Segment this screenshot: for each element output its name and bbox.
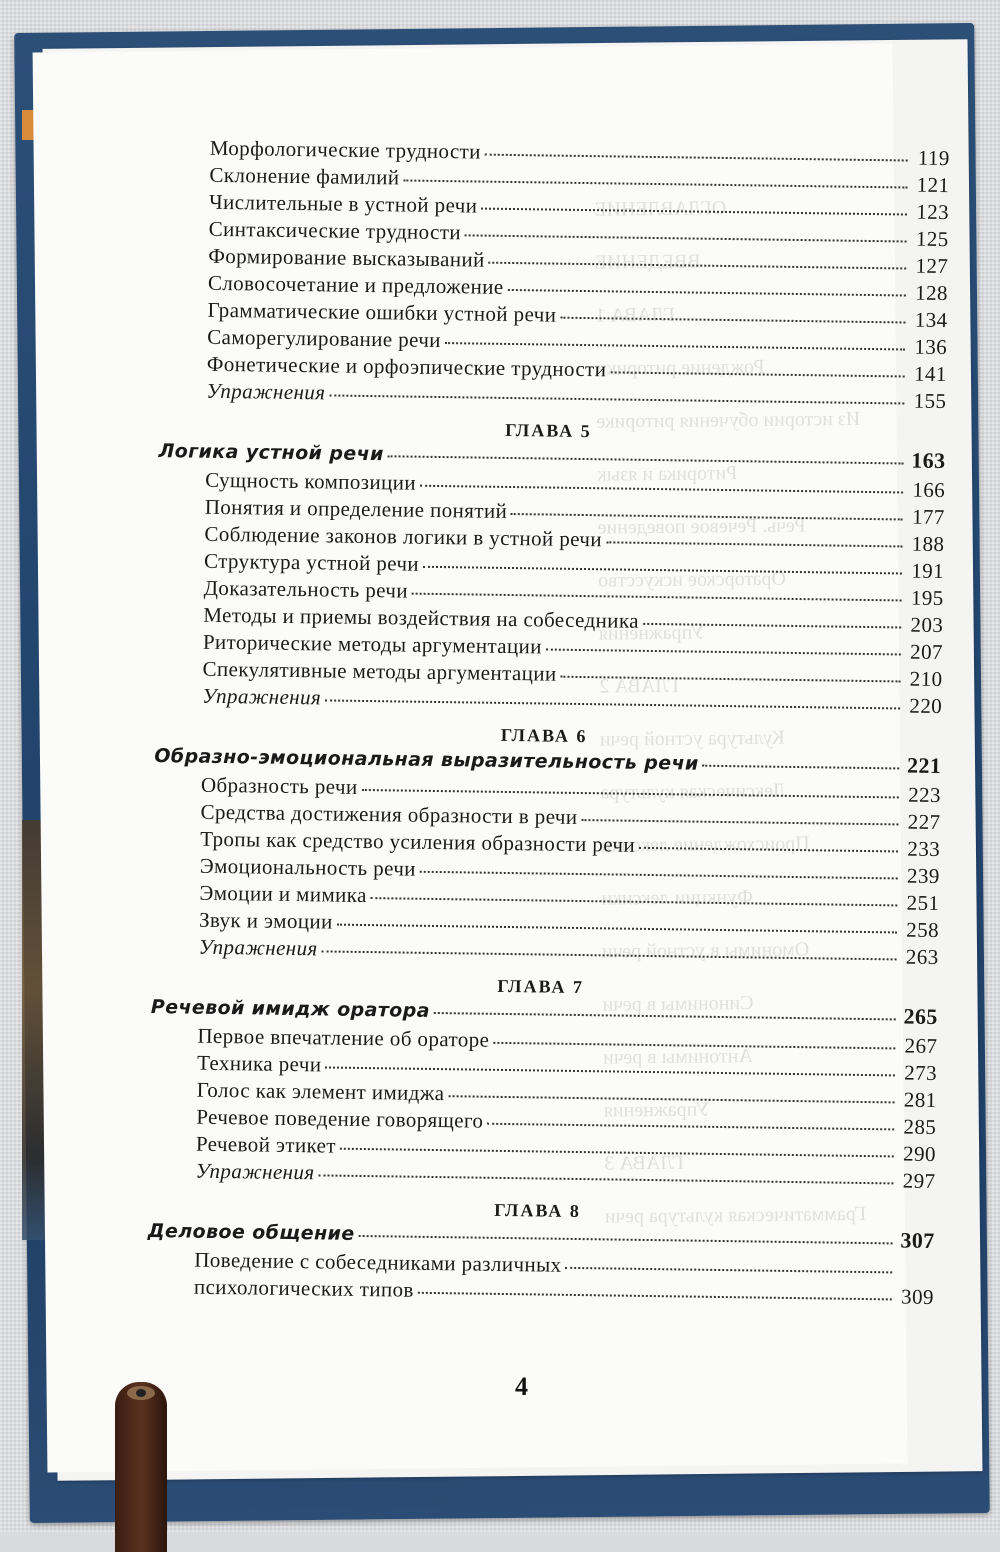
entry-title: Эмоциональность речи <box>199 853 417 881</box>
entry-page-number: 267 <box>904 1033 938 1059</box>
chapter-heading: ГЛАВА 8 <box>494 1199 581 1222</box>
dot-leader <box>448 1095 894 1103</box>
entry-title: Упражнения <box>195 1158 315 1185</box>
ghost-line: Функции лексики <box>601 886 753 910</box>
page-number: 4 <box>515 1372 528 1401</box>
entry-title: Первое впечатление об ораторе <box>197 1023 490 1052</box>
entry-page-number: 121 <box>916 172 950 198</box>
chapter-heading: ГЛАВА 7 <box>497 975 585 998</box>
ghost-line: Происхождение лексики <box>600 832 810 857</box>
ghost-line: Упражнения <box>603 1098 710 1122</box>
entry-page-number: 123 <box>916 199 950 225</box>
dot-leader <box>325 699 900 709</box>
entry-page-number: 188 <box>911 531 945 557</box>
entry-page-number: 263 <box>905 944 939 970</box>
ghost-line: Культура устной речи <box>599 726 785 751</box>
ghost-line: ВВЕДЕНИЕ <box>594 250 701 274</box>
dot-leader <box>493 1042 895 1050</box>
entry-page-number: 203 <box>910 612 944 638</box>
dot-leader <box>340 1148 894 1158</box>
entry-title: Соблюдение законов логики в устной речи <box>204 521 603 552</box>
entry-title: Речевой имидж оратора <box>150 996 431 1022</box>
entry-title: Поведение с собеседниками различных <box>194 1247 562 1277</box>
dot-leader <box>318 1174 893 1184</box>
dot-leader <box>465 234 907 242</box>
entry-page-number: 177 <box>911 504 945 530</box>
entry-title: Средства достижения образности в речи <box>200 799 578 829</box>
chapter-heading: ГЛАВА 5 <box>505 419 592 442</box>
entry-title: Сущность композиции <box>205 467 417 495</box>
dot-leader <box>322 950 897 960</box>
dot-leader <box>565 1267 892 1274</box>
entry-page-number: 136 <box>914 334 948 360</box>
dot-leader <box>560 317 905 324</box>
entry-page-number: 273 <box>904 1060 938 1086</box>
entry-page-number: 290 <box>902 1141 937 1167</box>
entry-title: Структура устной речи <box>203 548 420 576</box>
dot-leader <box>487 1123 894 1131</box>
entry-title: Техника речи <box>196 1050 322 1077</box>
entry-page-number: 191 <box>911 558 945 584</box>
ghost-line: Риторика и язык <box>596 462 738 486</box>
dot-leader <box>485 154 908 162</box>
dot-leader <box>703 765 900 770</box>
dot-leader <box>508 289 906 297</box>
entry-page-number: 195 <box>910 585 944 611</box>
entry-page-number: 297 <box>902 1168 936 1193</box>
entry-page-number: 134 <box>914 307 948 333</box>
chapter-heading: ГЛАВА 6 <box>500 724 588 747</box>
entry-title: Склонение фамилий <box>209 162 400 190</box>
ghost-line: Лексическая культура <box>600 779 787 804</box>
table-of-contents <box>139 135 950 1312</box>
dot-leader <box>606 541 902 547</box>
dot-leader <box>511 513 903 520</box>
entry-title: Формирование высказываний <box>208 243 485 272</box>
entry-title: Голос как элемент имиджа <box>196 1077 445 1106</box>
entry-page-number: 251 <box>906 890 940 916</box>
dot-leader <box>420 871 898 880</box>
entry-title: Речевой этикет <box>195 1131 337 1158</box>
ghost-line: Грамматическая культура речи <box>604 1202 867 1228</box>
ghost-line: Упражнения <box>598 621 705 645</box>
entry-page-number: 127 <box>915 253 949 279</box>
entry-title: Синтаксические трудности <box>208 216 462 245</box>
entry-title: Словосочетание и предложение <box>207 270 504 299</box>
entry-title: Упражнения <box>206 378 326 405</box>
dot-leader <box>420 485 903 494</box>
dot-leader <box>643 623 901 629</box>
dot-leader <box>325 1066 895 1076</box>
dot-leader <box>639 847 898 853</box>
entry-title: Упражнения <box>198 934 318 961</box>
ghost-line: Ораторское искусство <box>598 567 787 592</box>
ghost-line: ГЛАВА 1 <box>595 303 676 327</box>
dot-leader <box>418 1292 892 1301</box>
entry-page-number: 166 <box>912 477 946 503</box>
ghost-line: Антонимы в речи <box>603 1045 753 1069</box>
dot-leader <box>581 819 898 825</box>
dot-leader <box>403 179 907 188</box>
dot-leader <box>445 342 905 350</box>
entry-page-number: 281 <box>903 1087 937 1113</box>
entry-title: Деловое общение <box>147 1220 355 1245</box>
entry-title: Доказательность речи <box>203 575 409 603</box>
dot-leader <box>610 371 904 377</box>
entry-page-number: 307 <box>900 1227 935 1253</box>
entry-title: Образность речи <box>200 772 358 799</box>
ghost-line: Рождение риторики <box>595 355 765 380</box>
entry-page-number: 309 <box>900 1284 935 1309</box>
ghost-line: ОГЛАВЛЕНИЕ <box>594 197 727 221</box>
entry-page-number: 207 <box>909 639 944 665</box>
entry-page-number: 233 <box>907 836 941 862</box>
entry-title: Упражнения <box>202 683 322 710</box>
entry-page-number: 221 <box>906 752 942 779</box>
entry-page-number: 125 <box>915 226 949 252</box>
entry-page-number: 227 <box>907 809 941 835</box>
dot-leader <box>329 394 904 404</box>
entry-title: Эмоции и мимика <box>199 880 367 908</box>
ghost-line: Из истории обучения риторике <box>596 407 861 433</box>
ghost-line: Омонимы в устной речи <box>601 938 810 963</box>
ghost-line: ГЛАВА 3 <box>604 1151 684 1175</box>
entry-title: Понятия и определение понятий <box>204 494 508 523</box>
entry-page-number: 119 <box>917 145 950 171</box>
entry-page-number: 141 <box>913 361 947 387</box>
dot-leader <box>434 1012 896 1020</box>
dot-leader <box>546 649 901 656</box>
ghost-line: Речь. Речевое поведение <box>597 514 806 539</box>
pencil <box>115 1382 167 1552</box>
entry-title: Методы и приемы воздействия на собеседника <box>203 602 640 633</box>
entry-page-number: 258 <box>906 917 940 943</box>
entry-title: Логика устной речи <box>158 440 384 466</box>
entry-title: Звук и эмоции <box>198 907 333 934</box>
dot-leader <box>371 897 898 906</box>
entry-page-number: 220 <box>909 693 943 719</box>
entry-title: Образно-эмоциональная выразительность речи <box>154 745 699 775</box>
entry-title: Тропы как средство усиления образности речи <box>200 826 636 857</box>
entry-title: Грамматические ошибки устной речи <box>207 297 557 327</box>
entry-title: Саморегулирование речи <box>207 324 442 353</box>
entry-title: психологических типов <box>193 1274 415 1302</box>
entry-title: Спекулятивные методы аргументации <box>202 656 557 686</box>
entry-title: Числительные в устной речи <box>208 189 478 218</box>
ghost-line: Синонимы в речи <box>602 992 754 1016</box>
dot-leader <box>362 789 899 799</box>
entry-page-number: 265 <box>903 1003 938 1030</box>
entry-title: Риторические методы аргументации <box>202 629 543 659</box>
pencil-lead <box>136 1389 146 1397</box>
entry-page-number: 155 <box>913 388 947 414</box>
entry-page-number: 223 <box>907 782 942 808</box>
dot-leader <box>481 208 907 216</box>
dot-leader <box>489 262 907 270</box>
entry-title: Фонетические и орфоэпические трудности <box>206 351 607 382</box>
entry-page-number: 285 <box>903 1114 937 1140</box>
dot-leader <box>412 593 902 602</box>
entry-page-number: 210 <box>909 666 943 692</box>
entry-page-number: 163 <box>911 447 946 474</box>
entry-title: Речевое поведение говорящего <box>196 1104 484 1133</box>
dot-leader <box>423 566 902 575</box>
entry-title: Морфологические трудности <box>209 135 482 164</box>
ghost-line: ГЛАВА 2 <box>599 674 679 698</box>
dot-leader <box>388 455 904 464</box>
dot-leader <box>561 676 901 683</box>
entry-page-number <box>896 1276 934 1277</box>
entry-page-number: 128 <box>915 280 949 306</box>
dot-leader <box>337 924 897 934</box>
entry-page-number: 239 <box>906 863 940 889</box>
dot-leader <box>359 1235 893 1244</box>
